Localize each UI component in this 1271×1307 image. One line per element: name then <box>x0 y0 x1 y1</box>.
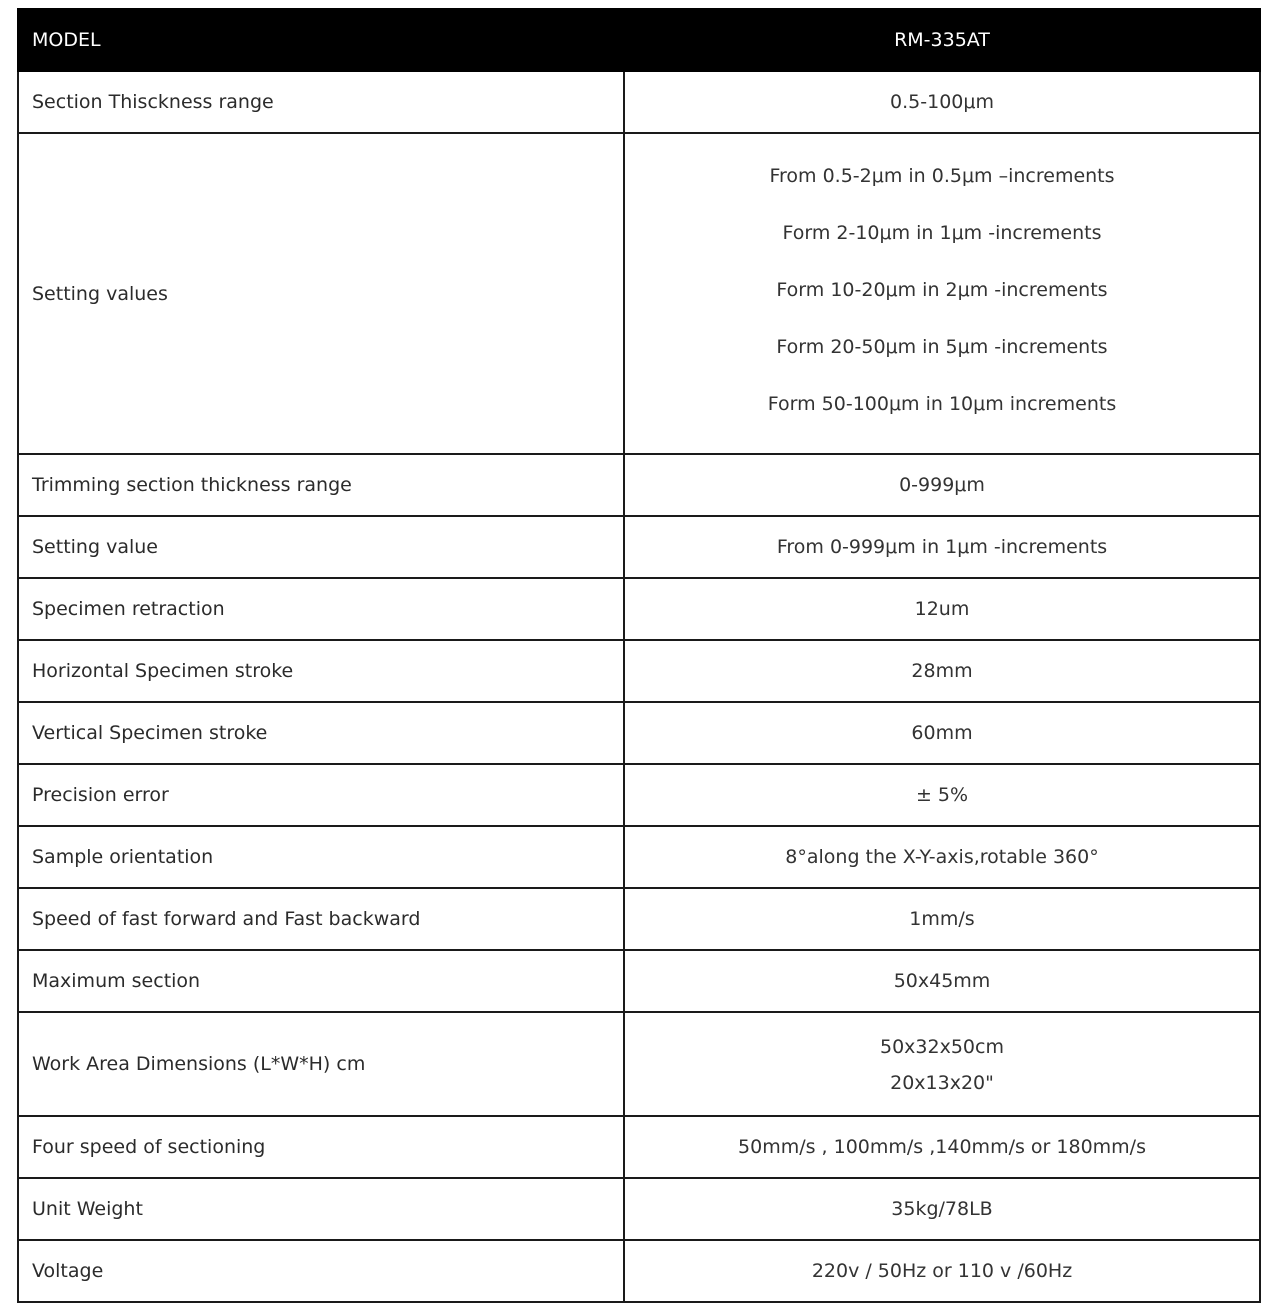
row-value: 28mm <box>624 640 1260 702</box>
row-value: 1mm/s <box>624 888 1260 950</box>
header-model-value: RM-335AT <box>624 9 1260 71</box>
table-row <box>18 516 1260 578</box>
row-value: 0.5-100μm <box>624 71 1260 133</box>
table-row <box>18 578 1260 640</box>
row-value: 50x45mm <box>624 950 1260 1012</box>
table-row <box>18 454 1260 516</box>
table-row <box>18 1116 1260 1178</box>
row-value-line: Form 2-10μm in 1μm -increments <box>782 222 1102 244</box>
row-value-line: Form 50-100μm in 10μm increments <box>767 393 1117 415</box>
row-value-line: From 0.5-2μm in 0.5μm –increments <box>769 165 1115 187</box>
row-value: From 0-999μm in 1μm -increments <box>624 516 1260 578</box>
table-row <box>18 888 1260 950</box>
row-value-list <box>624 133 1260 454</box>
row-label: Trimming section thickness range <box>18 454 624 516</box>
row-label: Specimen retraction <box>18 578 624 640</box>
row-value: 0-999μm <box>624 454 1260 516</box>
row-value: 50mm/s , 100mm/s ,140mm/s or 180mm/s <box>624 1116 1260 1178</box>
row-value: 60mm <box>624 702 1260 764</box>
row-value: 35kg/78LB <box>624 1178 1260 1240</box>
table-row <box>18 1240 1260 1302</box>
row-label: Precision error <box>18 764 624 826</box>
row-value-line: Form 20-50μm in 5μm -increments <box>776 336 1108 358</box>
row-label: Horizontal Specimen stroke <box>18 640 624 702</box>
row-value-line: Form 10-20μm in 2μm -increments <box>776 279 1108 301</box>
row-value-line: 20x13x20" <box>890 1072 994 1094</box>
table-row <box>18 133 1260 454</box>
table-row <box>18 1178 1260 1240</box>
row-label: Unit Weight <box>18 1178 624 1240</box>
table-row <box>18 950 1260 1012</box>
row-label: Section Thisckness range <box>18 71 624 133</box>
row-value: ± 5% <box>624 764 1260 826</box>
table-row <box>18 764 1260 826</box>
row-value: 8°along the X-Y-axis,rotable 360° <box>624 826 1260 888</box>
row-label: Voltage <box>18 1240 624 1302</box>
table-row <box>18 71 1260 133</box>
table-header-row <box>18 9 1260 71</box>
row-label: Maximum section <box>18 950 624 1012</box>
row-label: Work Area Dimensions (L*W*H) cm <box>18 1012 624 1116</box>
table-row <box>18 702 1260 764</box>
spec-table <box>17 8 1261 1303</box>
row-value: 220v / 50Hz or 110 v /60Hz <box>624 1240 1260 1302</box>
table-row <box>18 1012 1260 1116</box>
row-label: Setting value <box>18 516 624 578</box>
row-label: Four speed of sectioning <box>18 1116 624 1178</box>
table-row <box>18 640 1260 702</box>
row-label: Sample orientation <box>18 826 624 888</box>
row-value: 12um <box>624 578 1260 640</box>
header-model-label: MODEL <box>18 9 624 71</box>
row-label: Speed of fast forward and Fast backward <box>18 888 624 950</box>
table-row <box>18 826 1260 888</box>
row-label: Setting values <box>18 133 624 454</box>
row-value-line: 50x32x50cm <box>880 1036 1004 1058</box>
row-value-list <box>624 1012 1260 1116</box>
row-label: Vertical Specimen stroke <box>18 702 624 764</box>
